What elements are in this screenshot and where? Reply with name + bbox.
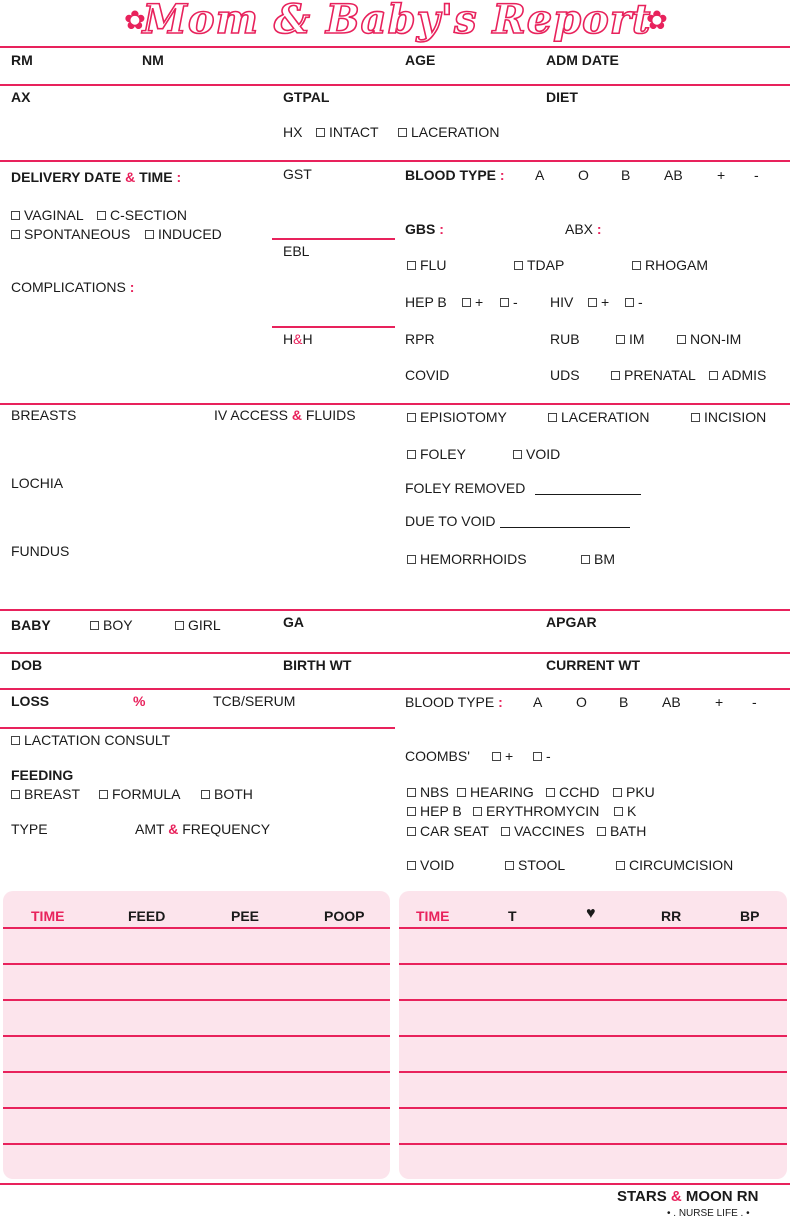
divider: [272, 326, 395, 328]
rub-im-checkbox[interactable]: IM: [616, 331, 645, 347]
iv-access-label: IV ACCESS & FLUIDS: [214, 407, 356, 423]
current-wt-label: CURRENT WT: [546, 657, 641, 673]
flower-icon: ✿: [646, 6, 668, 36]
table-row[interactable]: [3, 1107, 390, 1109]
ebl-label: EBL: [283, 243, 310, 259]
episiotomy-checkbox[interactable]: EPISIOTOMY: [407, 409, 507, 425]
vaginal-checkbox[interactable]: VAGINAL: [11, 207, 84, 223]
hepb-negative-checkbox[interactable]: -: [500, 294, 518, 310]
rpr-label: RPR: [405, 331, 435, 347]
blood-type-ab[interactable]: AB: [664, 167, 683, 183]
dob-label: DOB: [11, 657, 43, 673]
fundus-label: FUNDUS: [11, 543, 70, 559]
car-seat-checkbox[interactable]: CAR SEAT: [407, 823, 489, 839]
baby-blood-type-label: BLOOD TYPE :: [405, 694, 503, 710]
foley-checkbox[interactable]: FOLEY: [407, 446, 466, 462]
admis-checkbox[interactable]: ADMIS: [709, 367, 766, 383]
table-row[interactable]: [399, 1071, 787, 1073]
delivery-datetime-label: DELIVERY DATE & TIME :: [11, 169, 182, 185]
due-to-void-field[interactable]: DUE TO VOID: [405, 513, 630, 529]
age-label: AGE: [405, 52, 436, 68]
hepb-positive-checkbox[interactable]: +: [462, 294, 483, 310]
hx-laceration-checkbox[interactable]: LACERATION: [398, 124, 499, 140]
erythromycin-checkbox[interactable]: ERYTHROMYCIN: [473, 803, 599, 819]
diet-label: DIET: [546, 89, 578, 105]
hepb-label: HEP B: [405, 294, 447, 310]
page-title: Mom & Baby's Report: [142, 0, 652, 43]
heart-icon: ♥: [586, 905, 596, 922]
feed-table-header-pee: PEE: [231, 908, 260, 924]
divider: [0, 84, 790, 86]
hemorrhoids-checkbox[interactable]: HEMORRHOIDS: [407, 551, 527, 567]
girl-checkbox[interactable]: GIRL: [175, 617, 221, 633]
table-row[interactable]: [3, 999, 390, 1001]
vitals-table-header-rr: RR: [661, 908, 682, 924]
brand-tagline: • . NURSE LIFE . •: [667, 1208, 750, 1219]
covid-label: COVID: [405, 367, 450, 383]
lactation-consult-checkbox[interactable]: LACTATION CONSULT: [11, 732, 170, 748]
induced-checkbox[interactable]: INDUCED: [145, 226, 222, 242]
divider: [0, 1183, 790, 1185]
blood-type-negative[interactable]: -: [754, 167, 759, 183]
formula-checkbox[interactable]: FORMULA: [99, 786, 180, 802]
hx-label: HX: [283, 124, 303, 140]
breasts-label: BREASTS: [11, 407, 77, 423]
baby-void-checkbox[interactable]: VOID: [407, 857, 454, 873]
vitals-table-header-time: TIME: [416, 908, 450, 924]
table-row[interactable]: [3, 1071, 390, 1073]
flower-icon: ✿: [124, 6, 146, 36]
rub-non-im-checkbox[interactable]: NON-IM: [677, 331, 741, 347]
birth-wt-label: BIRTH WT: [283, 657, 352, 673]
divider: [272, 238, 395, 240]
hearing-checkbox[interactable]: HEARING: [457, 784, 534, 800]
mom-blood-type-label: BLOOD TYPE :: [405, 167, 505, 183]
coombs-negative-checkbox[interactable]: -: [533, 748, 551, 764]
vitals-table-header-bp: BP: [740, 908, 760, 924]
lochia-label: LOCHIA: [11, 475, 64, 491]
csection-checkbox[interactable]: C-SECTION: [97, 207, 187, 223]
table-row[interactable]: [399, 1107, 787, 1109]
divider: [0, 727, 395, 729]
tcb-serum-label: TCB/SERUM: [213, 693, 296, 709]
baby-blood-type-b[interactable]: B: [619, 694, 629, 710]
intact-checkbox[interactable]: INTACT: [316, 124, 379, 140]
blood-type-positive[interactable]: +: [717, 167, 726, 183]
baby-blood-type-o[interactable]: O: [576, 694, 587, 710]
hiv-positive-checkbox[interactable]: +: [588, 294, 609, 310]
brand-name: STARS & MOON RN: [617, 1188, 759, 1205]
table-row[interactable]: [3, 1143, 390, 1145]
circumcision-checkbox[interactable]: CIRCUMCISION: [616, 857, 733, 873]
vitals-table-header-temp: T: [508, 908, 517, 924]
rm-label: RM: [11, 52, 33, 68]
blood-type-b[interactable]: B: [621, 167, 631, 183]
blood-type-a[interactable]: A: [535, 167, 545, 183]
table-row[interactable]: [3, 963, 390, 965]
table-row[interactable]: [399, 1035, 787, 1037]
spontaneous-checkbox[interactable]: SPONTANEOUS: [11, 226, 130, 242]
nm-label: NM: [142, 52, 164, 68]
baby-blood-type-ab[interactable]: AB: [662, 694, 681, 710]
baby-blood-type-a[interactable]: A: [533, 694, 543, 710]
boy-checkbox[interactable]: BOY: [90, 617, 133, 633]
hiv-label: HIV: [550, 294, 574, 310]
baby-blood-type-positive[interactable]: +: [715, 694, 724, 710]
adm-date-label: ADM DATE: [546, 52, 619, 68]
uds-label: UDS: [550, 367, 580, 383]
feed-table-header-feed: FEED: [128, 908, 166, 924]
gbs-label: GBS :: [405, 221, 444, 237]
both-checkbox[interactable]: BOTH: [201, 786, 253, 802]
flu-checkbox[interactable]: FLU: [407, 257, 446, 273]
feeding-label: FEEDING: [11, 767, 74, 783]
amt-frequency-label: AMT & FREQUENCY: [135, 821, 271, 837]
coombs-positive-checkbox[interactable]: +: [492, 748, 513, 764]
vitamin-k-checkbox[interactable]: K: [614, 803, 636, 819]
baby-label: BABY: [11, 617, 51, 633]
foley-removed-field[interactable]: FOLEY REMOVED: [405, 480, 641, 496]
gtpal-label: GTPAL: [283, 89, 330, 105]
blood-type-o[interactable]: O: [578, 167, 589, 183]
divider: [0, 688, 790, 690]
ga-label: GA: [283, 614, 304, 630]
breast-checkbox[interactable]: BREAST: [11, 786, 80, 802]
table-row[interactable]: [3, 927, 390, 929]
loss-percent: %: [133, 693, 146, 709]
void-checkbox[interactable]: VOID: [513, 446, 560, 462]
type-label: TYPE: [11, 821, 48, 837]
baby-blood-type-negative[interactable]: -: [752, 694, 757, 710]
table-row[interactable]: [399, 1143, 787, 1145]
feed-table-header-time: TIME: [31, 908, 65, 924]
incision-checkbox[interactable]: INCISION: [691, 409, 766, 425]
cchd-checkbox[interactable]: CCHD: [546, 784, 599, 800]
rub-label: RUB: [550, 331, 580, 347]
laceration-checkbox[interactable]: LACERATION: [548, 409, 649, 425]
stool-checkbox[interactable]: STOOL: [505, 857, 565, 873]
divider: [0, 46, 790, 48]
loss-label: LOSS: [11, 693, 50, 709]
bath-checkbox[interactable]: BATH: [597, 823, 646, 839]
divider: [0, 403, 790, 405]
prenatal-checkbox[interactable]: PRENATAL: [611, 367, 696, 383]
divider: [0, 160, 790, 162]
bm-checkbox[interactable]: BM: [581, 551, 615, 567]
divider: [0, 609, 790, 611]
baby-hepb-checkbox[interactable]: HEP B: [407, 803, 462, 819]
feed-table-header-poop: POOP: [324, 908, 365, 924]
vaccines-checkbox[interactable]: VACCINES: [501, 823, 585, 839]
tdap-checkbox[interactable]: TDAP: [514, 257, 564, 273]
ax-label: AX: [11, 89, 31, 105]
abx-label: ABX :: [565, 221, 602, 237]
divider: [0, 652, 790, 654]
table-row[interactable]: [399, 999, 787, 1001]
nbs-checkbox[interactable]: NBS: [407, 784, 449, 800]
apgar-label: APGAR: [546, 614, 597, 630]
table-row[interactable]: [399, 927, 787, 929]
gst-label: GST: [283, 166, 312, 182]
coombs-label: COOMBS': [405, 748, 470, 764]
pku-checkbox[interactable]: PKU: [613, 784, 655, 800]
rhogam-checkbox[interactable]: RHOGAM: [632, 257, 708, 273]
hiv-negative-checkbox[interactable]: -: [625, 294, 643, 310]
hh-label: H&H: [283, 331, 313, 347]
table-row[interactable]: [399, 963, 787, 965]
complications-label: COMPLICATIONS :: [11, 279, 135, 295]
table-row[interactable]: [3, 1035, 390, 1037]
